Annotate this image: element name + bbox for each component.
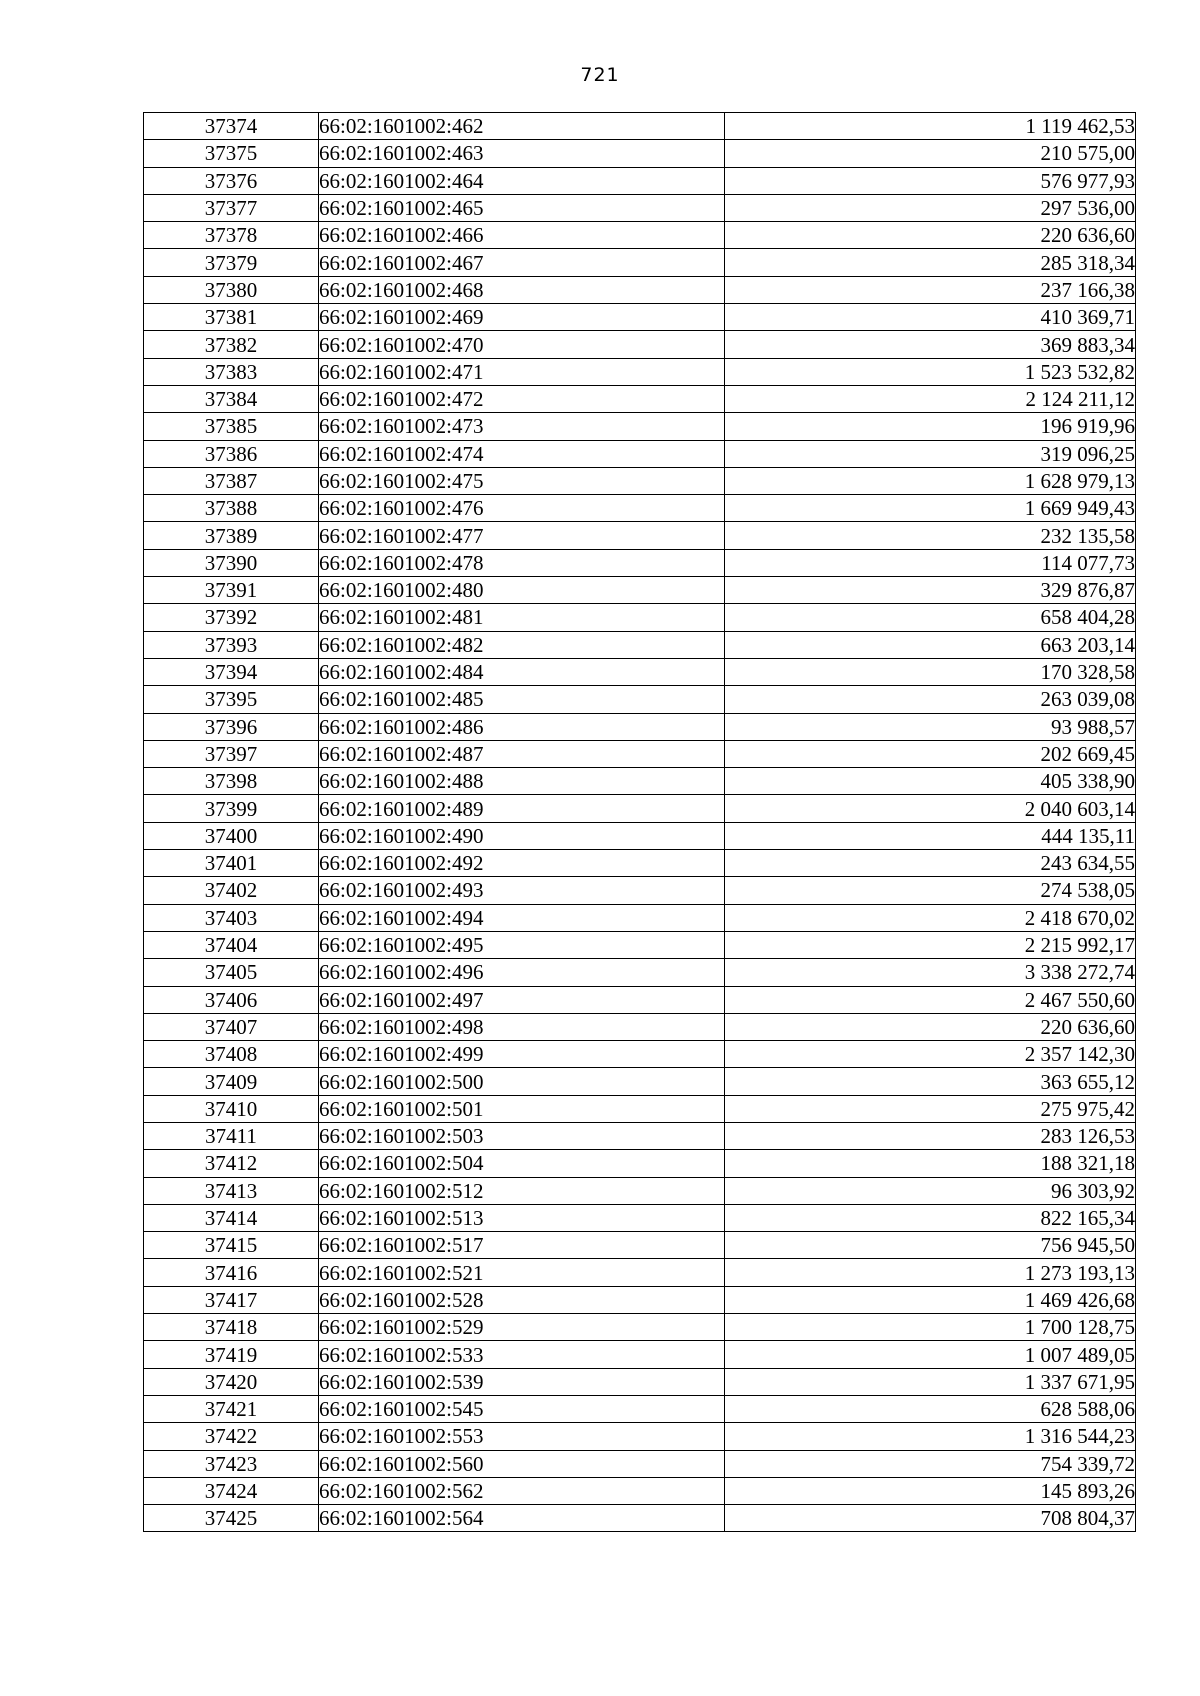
cadastral-value-cell: 444 135,11 bbox=[725, 822, 1136, 849]
cadastral-value-cell: 363 655,12 bbox=[725, 1068, 1136, 1095]
table-row bbox=[144, 358, 1136, 385]
cadastral-value-cell: 285 318,34 bbox=[725, 249, 1136, 276]
cadastral-value-cell: 1 628 979,13 bbox=[725, 467, 1136, 494]
cadastral-value-cell: 2 467 550,60 bbox=[725, 986, 1136, 1013]
cadastral-value-cell: 319 096,25 bbox=[725, 440, 1136, 467]
row-number-cell: 37425 bbox=[144, 1505, 319, 1532]
cadastral-number-cell: 66:02:1601002:495 bbox=[319, 931, 725, 958]
cadastral-value-cell: 405 338,90 bbox=[725, 768, 1136, 795]
table-row bbox=[144, 768, 1136, 795]
cadastral-value-cell: 410 369,71 bbox=[725, 304, 1136, 331]
row-number-cell: 37375 bbox=[144, 140, 319, 167]
cadastral-value-cell: 3 338 272,74 bbox=[725, 959, 1136, 986]
cadastral-value-cell: 220 636,60 bbox=[725, 222, 1136, 249]
table-row bbox=[144, 1314, 1136, 1341]
table-row bbox=[144, 1122, 1136, 1149]
cadastral-value-cell: 2 418 670,02 bbox=[725, 904, 1136, 931]
table-row bbox=[144, 1477, 1136, 1504]
table-row bbox=[144, 1068, 1136, 1095]
cadastral-value-cell: 145 893,26 bbox=[725, 1477, 1136, 1504]
row-number-cell: 37397 bbox=[144, 740, 319, 767]
cadastral-value-cell: 1 523 532,82 bbox=[725, 358, 1136, 385]
cadastral-number-cell: 66:02:1601002:529 bbox=[319, 1314, 725, 1341]
table-row bbox=[144, 1286, 1136, 1313]
cadastral-number-cell: 66:02:1601002:492 bbox=[319, 850, 725, 877]
cadastral-value-cell: 210 575,00 bbox=[725, 140, 1136, 167]
cadastral-value-cell: 96 303,92 bbox=[725, 1177, 1136, 1204]
table-row bbox=[144, 658, 1136, 685]
cadastral-value-cell: 114 077,73 bbox=[725, 549, 1136, 576]
row-number-cell: 37378 bbox=[144, 222, 319, 249]
row-number-cell: 37423 bbox=[144, 1450, 319, 1477]
cadastral-number-cell: 66:02:1601002:512 bbox=[319, 1177, 725, 1204]
cadastral-number-cell: 66:02:1601002:503 bbox=[319, 1122, 725, 1149]
cadastral-value-cell: 1 119 462,53 bbox=[725, 113, 1136, 140]
table-row bbox=[144, 1095, 1136, 1122]
row-number-cell: 37418 bbox=[144, 1314, 319, 1341]
row-number-cell: 37412 bbox=[144, 1150, 319, 1177]
table-row bbox=[144, 604, 1136, 631]
table-row bbox=[144, 1041, 1136, 1068]
row-number-cell: 37422 bbox=[144, 1423, 319, 1450]
cadastral-number-cell: 66:02:1601002:481 bbox=[319, 604, 725, 631]
table-row bbox=[144, 249, 1136, 276]
cadastral-value-cell: 220 636,60 bbox=[725, 1013, 1136, 1040]
table-row bbox=[144, 549, 1136, 576]
cadastral-number-cell: 66:02:1601002:467 bbox=[319, 249, 725, 276]
row-number-cell: 37403 bbox=[144, 904, 319, 931]
row-number-cell: 37389 bbox=[144, 522, 319, 549]
table-row bbox=[144, 740, 1136, 767]
cadastral-number-cell: 66:02:1601002:462 bbox=[319, 113, 725, 140]
cadastral-value-cell: 628 588,06 bbox=[725, 1395, 1136, 1422]
cadastral-value-cell: 202 669,45 bbox=[725, 740, 1136, 767]
cadastral-value-cell: 576 977,93 bbox=[725, 167, 1136, 194]
cadastral-value-cell: 708 804,37 bbox=[725, 1505, 1136, 1532]
row-number-cell: 37411 bbox=[144, 1122, 319, 1149]
cadastral-number-cell: 66:02:1601002:564 bbox=[319, 1505, 725, 1532]
cadastral-value-cell: 2 124 211,12 bbox=[725, 385, 1136, 412]
table-row bbox=[144, 167, 1136, 194]
cadastral-value-cell: 1 007 489,05 bbox=[725, 1341, 1136, 1368]
table-row bbox=[144, 1341, 1136, 1368]
cadastral-number-cell: 66:02:1601002:493 bbox=[319, 877, 725, 904]
table-row bbox=[144, 822, 1136, 849]
table-row bbox=[144, 1368, 1136, 1395]
row-number-cell: 37406 bbox=[144, 986, 319, 1013]
cadastral-number-cell: 66:02:1601002:504 bbox=[319, 1150, 725, 1177]
table-row bbox=[144, 140, 1136, 167]
row-number-cell: 37424 bbox=[144, 1477, 319, 1504]
cadastral-value-cell: 2 040 603,14 bbox=[725, 795, 1136, 822]
cadastral-value-cell: 283 126,53 bbox=[725, 1122, 1136, 1149]
table-row bbox=[144, 931, 1136, 958]
table-row bbox=[144, 440, 1136, 467]
cadastral-value-cell: 2 357 142,30 bbox=[725, 1041, 1136, 1068]
cadastral-value-cell: 2 215 992,17 bbox=[725, 931, 1136, 958]
row-number-cell: 37382 bbox=[144, 331, 319, 358]
cadastral-value-cell: 232 135,58 bbox=[725, 522, 1136, 549]
table-row bbox=[144, 959, 1136, 986]
table-row bbox=[144, 795, 1136, 822]
cadastral-value-cell: 369 883,34 bbox=[725, 331, 1136, 358]
cadastral-number-cell: 66:02:1601002:513 bbox=[319, 1204, 725, 1231]
cadastral-number-cell: 66:02:1601002:470 bbox=[319, 331, 725, 358]
cadastral-value-cell: 329 876,87 bbox=[725, 577, 1136, 604]
table-row bbox=[144, 577, 1136, 604]
cadastral-number-cell: 66:02:1601002:499 bbox=[319, 1041, 725, 1068]
cadastral-number-cell: 66:02:1601002:475 bbox=[319, 467, 725, 494]
row-number-cell: 37404 bbox=[144, 931, 319, 958]
cadastral-value-cell: 93 988,57 bbox=[725, 713, 1136, 740]
row-number-cell: 37387 bbox=[144, 467, 319, 494]
cadastral-value-cell: 756 945,50 bbox=[725, 1232, 1136, 1259]
table-row bbox=[144, 1013, 1136, 1040]
cadastral-number-cell: 66:02:1601002:560 bbox=[319, 1450, 725, 1477]
row-number-cell: 37394 bbox=[144, 658, 319, 685]
row-number-cell: 37417 bbox=[144, 1286, 319, 1313]
cadastral-number-cell: 66:02:1601002:494 bbox=[319, 904, 725, 931]
row-number-cell: 37376 bbox=[144, 167, 319, 194]
cadastral-value-cell: 170 328,58 bbox=[725, 658, 1136, 685]
row-number-cell: 37385 bbox=[144, 413, 319, 440]
cadastral-number-cell: 66:02:1601002:482 bbox=[319, 631, 725, 658]
cadastral-number-cell: 66:02:1601002:490 bbox=[319, 822, 725, 849]
cadastral-number-cell: 66:02:1601002:528 bbox=[319, 1286, 725, 1313]
table-row bbox=[144, 631, 1136, 658]
row-number-cell: 37374 bbox=[144, 113, 319, 140]
cadastral-number-cell: 66:02:1601002:497 bbox=[319, 986, 725, 1013]
cadastral-number-cell: 66:02:1601002:469 bbox=[319, 304, 725, 331]
cadastral-number-cell: 66:02:1601002:533 bbox=[319, 1341, 725, 1368]
table-row bbox=[144, 413, 1136, 440]
row-number-cell: 37398 bbox=[144, 768, 319, 795]
cadastral-number-cell: 66:02:1601002:468 bbox=[319, 276, 725, 303]
cadastral-value-cell: 1 316 544,23 bbox=[725, 1423, 1136, 1450]
table-row bbox=[144, 331, 1136, 358]
cadastral-value-cell: 822 165,34 bbox=[725, 1204, 1136, 1231]
row-number-cell: 37388 bbox=[144, 495, 319, 522]
row-number-cell: 37400 bbox=[144, 822, 319, 849]
row-number-cell: 37410 bbox=[144, 1095, 319, 1122]
cadastral-number-cell: 66:02:1601002:463 bbox=[319, 140, 725, 167]
row-number-cell: 37377 bbox=[144, 194, 319, 221]
cadastral-value-cell: 1 700 128,75 bbox=[725, 1314, 1136, 1341]
cadastral-number-cell: 66:02:1601002:489 bbox=[319, 795, 725, 822]
cadastral-value-cell: 1 273 193,13 bbox=[725, 1259, 1136, 1286]
table-row bbox=[144, 276, 1136, 303]
row-number-cell: 37386 bbox=[144, 440, 319, 467]
cadastral-number-cell: 66:02:1601002:477 bbox=[319, 522, 725, 549]
cadastral-value-table bbox=[143, 112, 1136, 1532]
row-number-cell: 37409 bbox=[144, 1068, 319, 1095]
cadastral-number-cell: 66:02:1601002:517 bbox=[319, 1232, 725, 1259]
cadastral-number-cell: 66:02:1601002:473 bbox=[319, 413, 725, 440]
cadastral-value-cell: 1 469 426,68 bbox=[725, 1286, 1136, 1313]
cadastral-value-cell: 237 166,38 bbox=[725, 276, 1136, 303]
cadastral-number-cell: 66:02:1601002:553 bbox=[319, 1423, 725, 1450]
row-number-cell: 37402 bbox=[144, 877, 319, 904]
cadastral-number-cell: 66:02:1601002:465 bbox=[319, 194, 725, 221]
cadastral-number-cell: 66:02:1601002:487 bbox=[319, 740, 725, 767]
row-number-cell: 37416 bbox=[144, 1259, 319, 1286]
table-row bbox=[144, 850, 1136, 877]
cadastral-number-cell: 66:02:1601002:480 bbox=[319, 577, 725, 604]
cadastral-number-cell: 66:02:1601002:488 bbox=[319, 768, 725, 795]
cadastral-number-cell: 66:02:1601002:562 bbox=[319, 1477, 725, 1504]
cadastral-value-cell: 188 321,18 bbox=[725, 1150, 1136, 1177]
row-number-cell: 37419 bbox=[144, 1341, 319, 1368]
row-number-cell: 37405 bbox=[144, 959, 319, 986]
row-number-cell: 37415 bbox=[144, 1232, 319, 1259]
cadastral-value-cell: 1 337 671,95 bbox=[725, 1368, 1136, 1395]
cadastral-number-cell: 66:02:1601002:471 bbox=[319, 358, 725, 385]
cadastral-value-cell: 663 203,14 bbox=[725, 631, 1136, 658]
table-row bbox=[144, 1177, 1136, 1204]
table-row bbox=[144, 304, 1136, 331]
row-number-cell: 37379 bbox=[144, 249, 319, 276]
table-row bbox=[144, 686, 1136, 713]
row-number-cell: 37380 bbox=[144, 276, 319, 303]
cadastral-number-cell: 66:02:1601002:486 bbox=[319, 713, 725, 740]
table-row bbox=[144, 113, 1136, 140]
table-row bbox=[144, 877, 1136, 904]
cadastral-number-cell: 66:02:1601002:498 bbox=[319, 1013, 725, 1040]
row-number-cell: 37408 bbox=[144, 1041, 319, 1068]
cadastral-number-cell: 66:02:1601002:472 bbox=[319, 385, 725, 412]
cadastral-value-cell: 274 538,05 bbox=[725, 877, 1136, 904]
cadastral-number-cell: 66:02:1601002:476 bbox=[319, 495, 725, 522]
row-number-cell: 37393 bbox=[144, 631, 319, 658]
table-row bbox=[144, 1204, 1136, 1231]
row-number-cell: 37391 bbox=[144, 577, 319, 604]
row-number-cell: 37384 bbox=[144, 385, 319, 412]
row-number-cell: 37413 bbox=[144, 1177, 319, 1204]
cadastral-value-cell: 243 634,55 bbox=[725, 850, 1136, 877]
cadastral-number-cell: 66:02:1601002:474 bbox=[319, 440, 725, 467]
table-row bbox=[144, 1450, 1136, 1477]
cadastral-value-cell: 1 669 949,43 bbox=[725, 495, 1136, 522]
cadastral-number-cell: 66:02:1601002:485 bbox=[319, 686, 725, 713]
cadastral-number-cell: 66:02:1601002:478 bbox=[319, 549, 725, 576]
row-number-cell: 37381 bbox=[144, 304, 319, 331]
cadastral-number-cell: 66:02:1601002:484 bbox=[319, 658, 725, 685]
row-number-cell: 37395 bbox=[144, 686, 319, 713]
table-row bbox=[144, 522, 1136, 549]
cadastral-number-cell: 66:02:1601002:496 bbox=[319, 959, 725, 986]
cadastral-number-cell: 66:02:1601002:466 bbox=[319, 222, 725, 249]
cadastral-number-cell: 66:02:1601002:500 bbox=[319, 1068, 725, 1095]
row-number-cell: 37421 bbox=[144, 1395, 319, 1422]
row-number-cell: 37390 bbox=[144, 549, 319, 576]
table-row bbox=[144, 385, 1136, 412]
table-body bbox=[144, 113, 1136, 1532]
cadastral-number-cell: 66:02:1601002:539 bbox=[319, 1368, 725, 1395]
cadastral-value-cell: 263 039,08 bbox=[725, 686, 1136, 713]
table-row bbox=[144, 904, 1136, 931]
table-row bbox=[144, 495, 1136, 522]
row-number-cell: 37392 bbox=[144, 604, 319, 631]
table-row bbox=[144, 1505, 1136, 1532]
row-number-cell: 37407 bbox=[144, 1013, 319, 1040]
row-number-cell: 37383 bbox=[144, 358, 319, 385]
cadastral-number-cell: 66:02:1601002:545 bbox=[319, 1395, 725, 1422]
row-number-cell: 37414 bbox=[144, 1204, 319, 1231]
page-number: 721 bbox=[580, 64, 620, 86]
table-row bbox=[144, 467, 1136, 494]
cadastral-value-cell: 275 975,42 bbox=[725, 1095, 1136, 1122]
table-row bbox=[144, 1232, 1136, 1259]
cadastral-number-cell: 66:02:1601002:521 bbox=[319, 1259, 725, 1286]
cadastral-number-cell: 66:02:1601002:464 bbox=[319, 167, 725, 194]
row-number-cell: 37420 bbox=[144, 1368, 319, 1395]
table-row bbox=[144, 1395, 1136, 1422]
row-number-cell: 37396 bbox=[144, 713, 319, 740]
cadastral-value-cell: 297 536,00 bbox=[725, 194, 1136, 221]
table-row bbox=[144, 1259, 1136, 1286]
table-row bbox=[144, 986, 1136, 1013]
table-row bbox=[144, 713, 1136, 740]
cadastral-value-cell: 754 339,72 bbox=[725, 1450, 1136, 1477]
row-number-cell: 37399 bbox=[144, 795, 319, 822]
cadastral-number-cell: 66:02:1601002:501 bbox=[319, 1095, 725, 1122]
table-row bbox=[144, 222, 1136, 249]
table-row bbox=[144, 194, 1136, 221]
table-row bbox=[144, 1150, 1136, 1177]
row-number-cell: 37401 bbox=[144, 850, 319, 877]
cadastral-value-cell: 196 919,96 bbox=[725, 413, 1136, 440]
cadastral-value-cell: 658 404,28 bbox=[725, 604, 1136, 631]
table-row bbox=[144, 1423, 1136, 1450]
